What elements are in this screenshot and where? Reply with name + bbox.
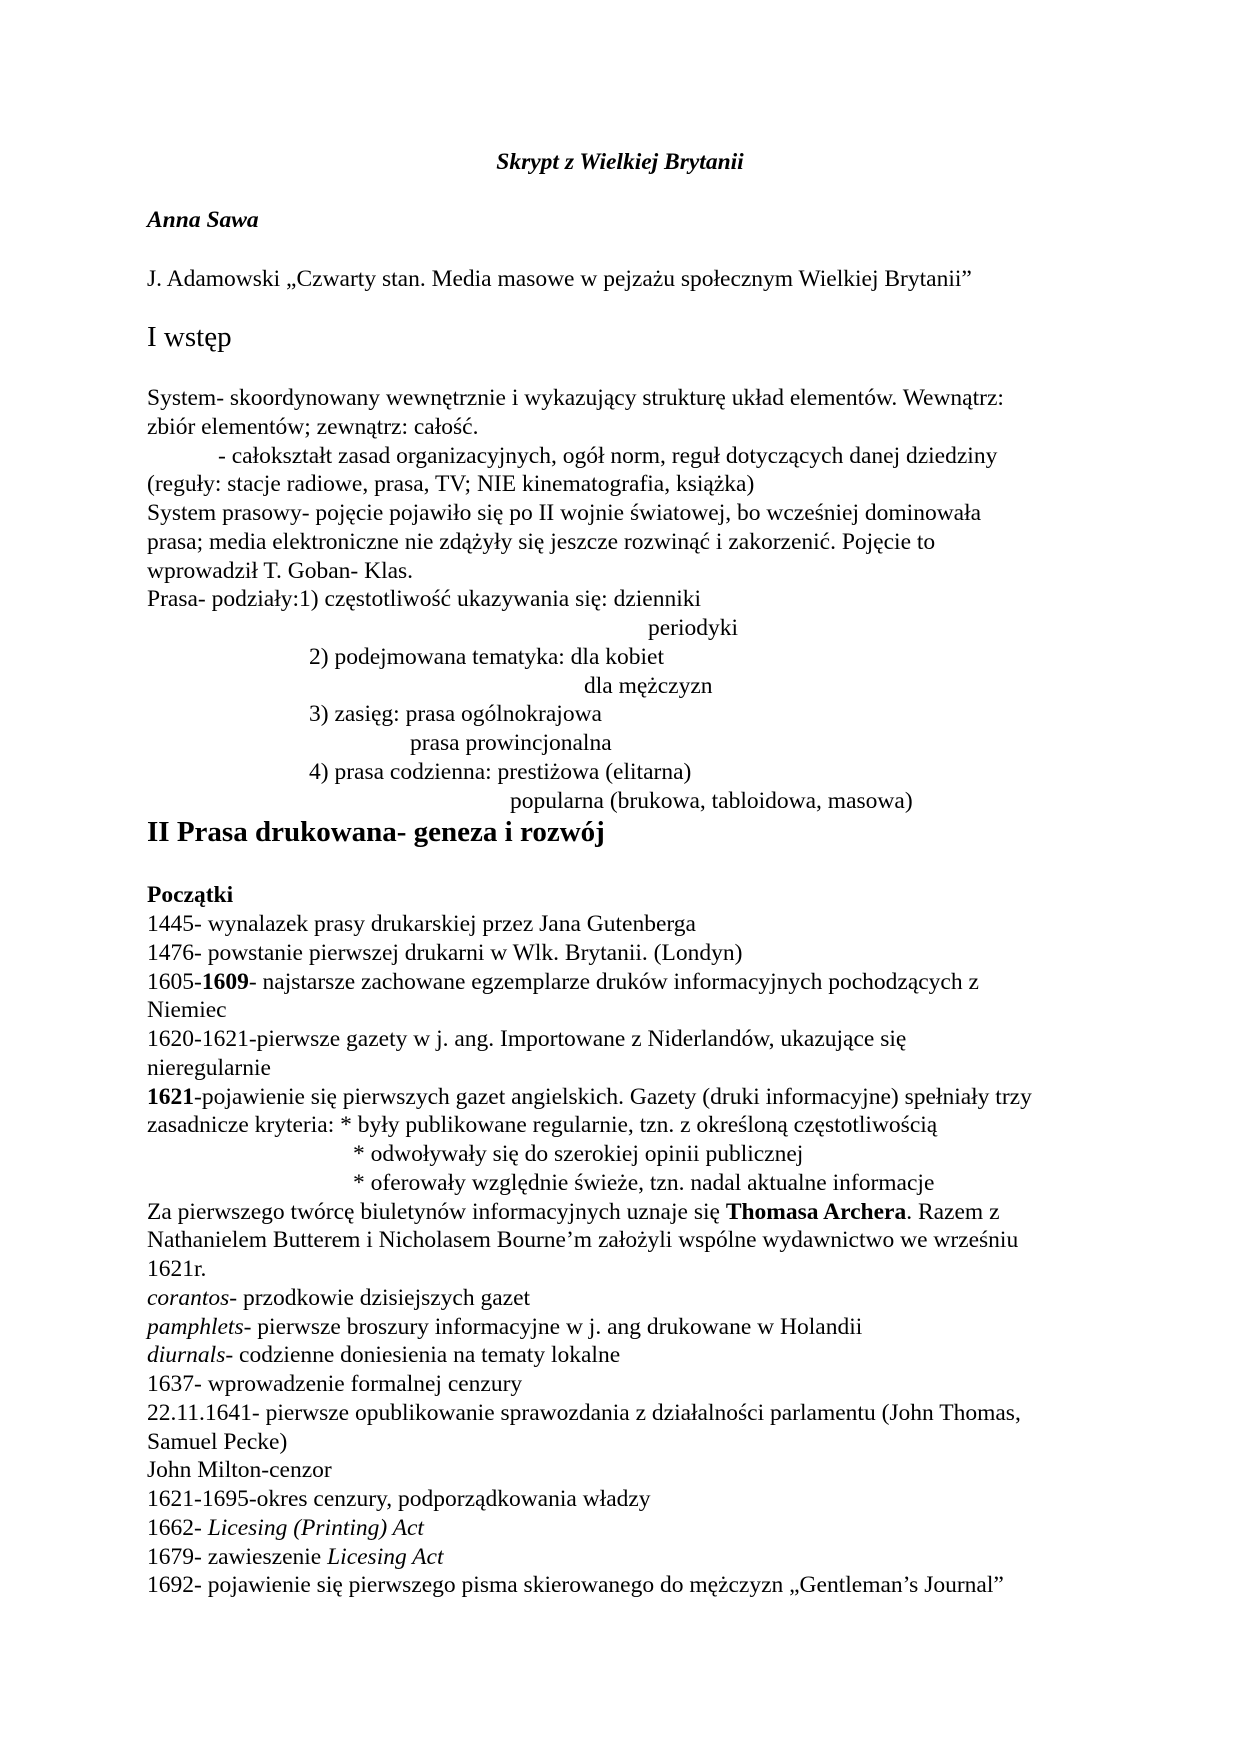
text-segment: periodyki <box>648 615 739 641</box>
text-line <box>147 1197 1000 1227</box>
text-line <box>147 1024 906 1054</box>
text-segment: 1476- powstanie pierwszej drukarni w Wlk. Brytanii. (Londyn) <box>147 939 743 966</box>
text-line <box>147 498 981 528</box>
text-line <box>147 1082 1032 1112</box>
text-segment: - całokształt zasad organizacyjnych, ogół norm, reguł dotyczących danej dziedziny <box>218 442 998 469</box>
text-segment: - pierwsze broszury informacyjne w j. ang drukowane w Holandii <box>243 1313 863 1340</box>
text-segment: - przodkowie dzisiejszych gazet <box>229 1284 531 1311</box>
text-segment: Nathanielem Butterem i Nicholasem Bourne’m założyli wspólne wydawnictwo we wrześniu <box>147 1227 1019 1254</box>
bold-text: Thomasa Archera <box>725 1198 907 1225</box>
section-heading-print-press: II Prasa drukowana- geneza i rozwój <box>147 816 605 848</box>
text-line <box>147 556 413 586</box>
text-line <box>147 469 754 499</box>
text-line <box>147 383 1004 413</box>
text-line <box>147 1369 522 1399</box>
text-line <box>584 671 713 701</box>
text-line <box>353 1168 934 1198</box>
text-segment: Samuel Pecke) <box>147 1428 288 1455</box>
bold-text: 1609 <box>201 968 249 995</box>
text-segment: 1605- <box>147 968 202 995</box>
text-segment: 22.11.1641- pierwsze opublikowanie sprawozdania z działalności parlamentu (John Thomas, <box>147 1399 1021 1426</box>
text-line <box>147 1225 1018 1255</box>
text-line <box>648 613 738 643</box>
italic-text: diurnals <box>147 1342 226 1369</box>
text-line <box>147 584 701 614</box>
text-segment: dla mężczyzn <box>584 672 713 699</box>
text-segment: Niemiec <box>147 997 227 1024</box>
italic-text: corantos <box>147 1284 230 1311</box>
text-segment: 1620-1621-pierwsze gazety w j. ang. Importowane z Niderlandów, ukazujące się <box>147 1026 907 1052</box>
text-line <box>147 527 935 557</box>
text-line <box>147 909 696 939</box>
text-segment: prasa; media elektroniczne nie zdążyły się jeszcze rozwinąć i zakorzenić. Pojęcie to <box>147 528 936 555</box>
text-line <box>309 699 602 729</box>
text-line <box>309 757 691 787</box>
text-segment: Prasa- podziały:1) częstotliwość ukazywania się: dzienniki <box>147 586 702 613</box>
text-segment: 1662- <box>147 1514 208 1541</box>
text-segment: (reguły: stacje radiowe, prasa, TV; NIE kinematografia, książka) <box>147 471 755 498</box>
text-segment: popularna (brukowa, tabloidowa, masowa) <box>510 787 913 814</box>
text-segment: wprowadził T. Goban- Klas. <box>147 557 414 584</box>
text-line <box>147 1110 937 1140</box>
text-line <box>218 441 997 471</box>
text-line <box>147 1427 287 1457</box>
text-segment: 1692- pojawienie się pierwszego pisma skierowanego do mężczyzn „Gentleman’s Journal” <box>147 1572 1004 1599</box>
author-name: Anna Sawa <box>147 207 259 233</box>
text-segment: 1679- zawieszenie <box>147 1543 328 1570</box>
text-line <box>147 1053 271 1083</box>
document-title: Skrypt z Wielkiej Brytanii <box>496 149 744 175</box>
text-line <box>147 1455 332 1485</box>
text-line <box>147 412 478 442</box>
text-segment: John Milton-cenzor <box>147 1457 332 1484</box>
text-segment: System- skoordynowany wewnętrznie i wykazujący strukturę układ elementów. Wewnątrz: <box>147 385 1004 411</box>
text-segment: . Razem z <box>906 1198 1000 1225</box>
text-line <box>410 728 612 758</box>
text-line <box>147 1570 1004 1600</box>
section-heading-intro: I wstęp <box>147 321 232 353</box>
text-segment: 3) zasięg: prasa ogólnokrajowa <box>309 701 602 728</box>
bold-text: 1621 <box>147 1083 194 1110</box>
text-segment: 2) podejmowana tematyka: dla kobiet <box>309 643 665 670</box>
text-segment: - najstarsze zachowane egzemplarze druków informacyjnych pochodzących z <box>248 968 979 995</box>
text-segment: 4) prasa codzienna: prestiżowa (elitarna) <box>309 758 692 785</box>
text-segment: prasa prowincjonalna <box>410 730 612 756</box>
italic-text: Licesing (Printing) Act <box>207 1514 424 1541</box>
text-line <box>147 995 227 1025</box>
text-segment: zbiór elementów; zewnątrz: całość. <box>147 413 479 440</box>
text-line <box>147 1542 444 1572</box>
text-segment: 1637- wprowadzenie formalnej cenzury <box>147 1371 523 1397</box>
text-segment: nieregularnie <box>147 1054 271 1081</box>
text-segment: -pojawienie się pierwszych gazet angielskich. Gazety (druki informacyjne) spełniały trzy <box>194 1083 1032 1110</box>
text-segment: zasadnicze kryteria: * były publikowane regularnie, tzn. z określoną częstotliwością <box>147 1112 938 1139</box>
text-line <box>147 1312 862 1342</box>
text-segment: * odwoływały się do szerokiej opinii publicznej <box>353 1141 804 1167</box>
text-segment: * oferowały względnie świeże, tzn. nadal aktualne informacje <box>353 1169 935 1196</box>
text-segment: 1445- wynalazek prasy drukarskiej przez Jana Gutenberga <box>147 911 696 937</box>
text-line <box>147 1513 424 1543</box>
text-line <box>510 786 913 816</box>
text-segment: - codzienne doniesienia na tematy lokalne <box>225 1342 621 1369</box>
text-line <box>147 967 979 997</box>
text-line <box>353 1139 803 1169</box>
text-line <box>147 1398 1021 1428</box>
subheading-beginnings: Początki <box>147 882 234 908</box>
text-segment: Za pierwszego twórcę biuletynów informacyjnych uznaje się <box>147 1198 726 1225</box>
text-line <box>309 642 664 672</box>
italic-text: Licesing Act <box>327 1543 444 1570</box>
text-line <box>147 1254 206 1284</box>
text-segment: 1621r. <box>147 1256 207 1282</box>
italic-text: pamphlets <box>147 1313 244 1340</box>
reference-line: J. Adamowski „Czwarty stan. Media masowe w pejzażu społecznym Wielkiej Brytanii” <box>147 266 972 292</box>
text-segment: 1621-1695-okres cenzury, podporządkowania władzy <box>147 1486 651 1512</box>
text-segment: System prasowy- pojęcie pojawiło się po II wojnie światowej, bo wcześniej dominowała <box>147 500 982 526</box>
text-line <box>147 1484 651 1514</box>
text-line <box>147 1283 530 1313</box>
text-line <box>147 1340 620 1370</box>
text-line <box>147 938 742 968</box>
